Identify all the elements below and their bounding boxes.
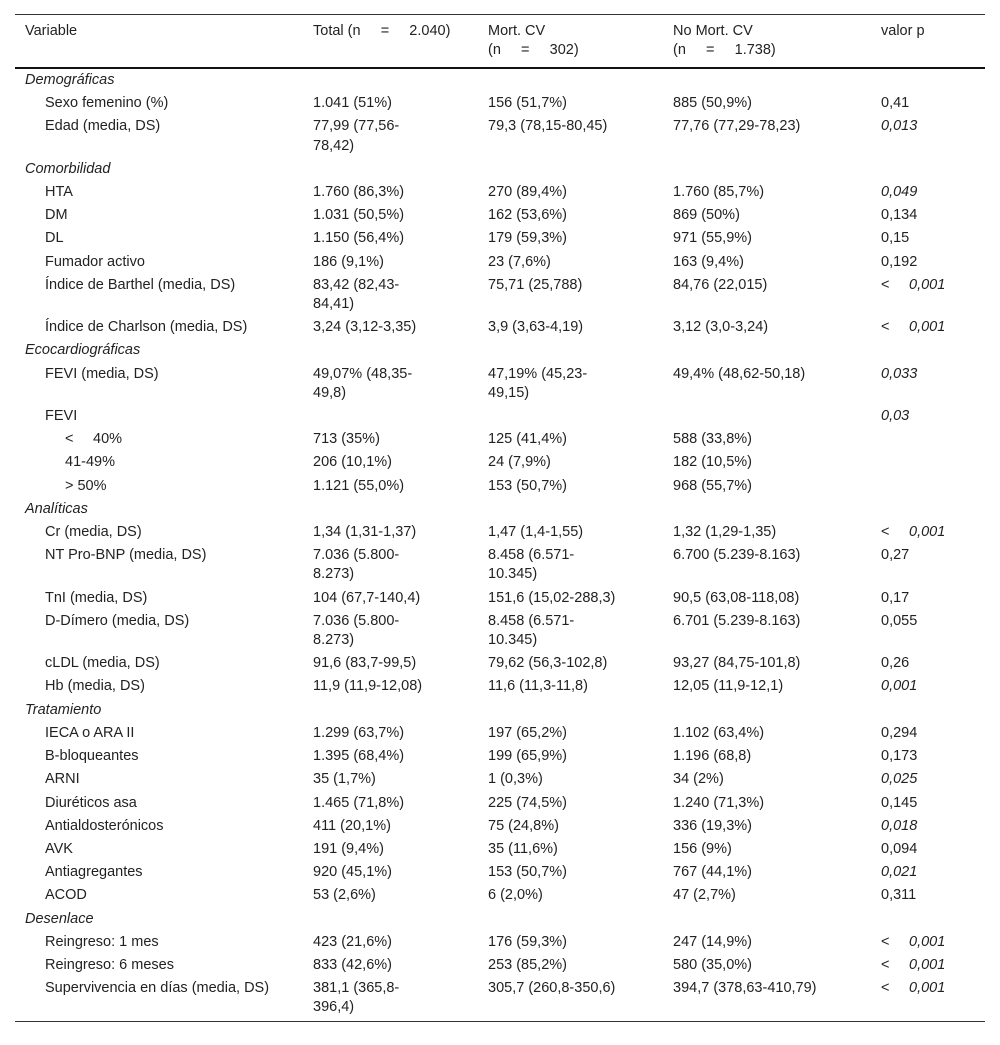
section-title: Comorbilidad <box>25 160 111 177</box>
cell-mort-cv: 35 (11,6%) <box>488 840 558 857</box>
cell-mort-cv: 47,19% (45,23-49,15) <box>488 365 588 401</box>
table-row <box>15 931 985 954</box>
row-label-text: B-bloqueantes <box>45 748 139 765</box>
cell-mort-cv: 199 (65,9%) <box>488 748 567 765</box>
row-label-text: ACOD <box>45 887 87 904</box>
row-label-text: IECA o ARA II <box>45 724 135 741</box>
row-label <box>15 316 303 339</box>
cell-p-value <box>871 815 985 838</box>
row-label <box>15 815 303 838</box>
p-value-text: 0,294 <box>881 724 918 741</box>
row-label-text: TnI (media, DS) <box>45 589 148 606</box>
row-label-text: NT Pro-BNP (media, DS) <box>45 547 207 564</box>
cell-total: 1,34 (1,31-1,37) <box>313 524 417 541</box>
table-row <box>15 977 985 1021</box>
table-row <box>15 227 985 250</box>
p-value-text: 0,001 <box>909 319 946 336</box>
p-value-text: 0,018 <box>881 817 918 834</box>
cell-no-mort-cv: 1,32 (1,29-1,35) <box>673 524 777 541</box>
p-value-text: 0,134 <box>881 207 918 224</box>
row-label-text: DL <box>45 230 64 247</box>
section-row <box>15 498 985 521</box>
cell-total: 1.150 (56,4%) <box>313 230 405 247</box>
row-label <box>15 931 303 954</box>
cell-no-mort-cv: 12,05 (11,9-12,1) <box>673 678 784 695</box>
table-row <box>15 861 985 884</box>
cell-p-value <box>871 652 985 675</box>
cell-mort-cv: 8.458 (6.571-10.345) <box>488 547 575 583</box>
row-label <box>15 227 303 250</box>
cell-mort-cv: 253 (85,2%) <box>488 956 567 973</box>
cell-p-value <box>871 227 985 250</box>
row-label <box>15 838 303 861</box>
p-value-text: 0,41 <box>881 95 910 112</box>
row-label <box>15 610 303 652</box>
row-label <box>15 115 303 157</box>
cell-mort-cv: 23 (7,6%) <box>488 253 551 270</box>
cell-no-mort-cv: 6.700 (5.239-8.163) <box>673 547 801 564</box>
cell-total: 833 (42,6%) <box>313 956 392 973</box>
cell-mort-cv: 3,9 (3,63-4,19) <box>488 319 584 336</box>
cell-p-value <box>871 587 985 610</box>
cell-p-value <box>871 251 985 274</box>
cell-p-value <box>871 181 985 204</box>
row-label-text: 41-49% <box>65 454 115 471</box>
section-title: Tratamiento <box>25 701 102 718</box>
p-value-text: 0,17 <box>881 589 910 606</box>
cell-mort-cv: 11,6 (11,3-11,8) <box>488 678 588 695</box>
cell-total: 1.121 (55,0%) <box>313 477 405 494</box>
table-header <box>15 15 985 69</box>
cell-total: 186 (9,1%) <box>313 253 384 270</box>
cell-no-mort-cv: 163 (9,4%) <box>673 253 744 270</box>
cell-no-mort-cv: 77,76 (77,29-78,23) <box>673 118 801 135</box>
row-label-text: ARNI <box>45 771 80 788</box>
cell-p-value <box>871 204 985 227</box>
cell-mort-cv: 156 (51,7%) <box>488 95 567 112</box>
table-row <box>15 451 985 474</box>
cell-total: 1.031 (50,5%) <box>313 207 405 224</box>
table-row <box>15 428 985 451</box>
p-value-text: 0,192 <box>881 253 918 270</box>
row-label <box>15 768 303 791</box>
table-row <box>15 884 985 907</box>
table-row <box>15 675 985 698</box>
cell-mort-cv: 1 (0,3%) <box>488 771 543 788</box>
p-value-text: 0,26 <box>881 655 910 672</box>
cell-p-value <box>871 428 985 451</box>
table-row <box>15 722 985 745</box>
p-value-text: 0,025 <box>881 771 918 788</box>
cell-no-mort-cv: 47 (2,7%) <box>673 887 736 904</box>
cell-p-value <box>871 405 985 428</box>
row-label-text: HTA <box>45 184 73 201</box>
cell-mort-cv: 75,71 (25,788) <box>488 276 583 293</box>
cell-mort-cv <box>478 405 663 428</box>
cell-p-value <box>871 675 985 698</box>
section-row <box>15 908 985 931</box>
cell-mort-cv: 225 (74,5%) <box>488 794 567 811</box>
table-body <box>15 68 985 1021</box>
table-row <box>15 610 985 652</box>
cell-total: 411 (20,1%) <box>313 817 391 834</box>
cell-p-value <box>871 745 985 768</box>
cell-total: 35 (1,7%) <box>313 771 376 788</box>
cell-total: 1.395 (68,4%) <box>313 748 405 765</box>
cell-total: 713 (35%) <box>313 431 380 448</box>
cell-p-value <box>871 768 985 791</box>
row-label <box>15 587 303 610</box>
row-label-text: cLDL (media, DS) <box>45 655 160 672</box>
cell-p-value <box>871 954 985 977</box>
row-label-text: Supervivencia en días (media, DS) <box>45 980 270 997</box>
cell-total: 1.465 (71,8%) <box>313 794 405 811</box>
p-value-text: 0,27 <box>881 547 910 564</box>
section-title: Desenlace <box>25 910 94 927</box>
row-label-text: AVK <box>45 840 73 857</box>
cell-no-mort-cv: 1.102 (63,4%) <box>673 724 765 741</box>
less-than-symbol: < <box>881 276 890 293</box>
less-than-symbol: < <box>881 980 890 997</box>
p-value-text: 0,001 <box>909 276 946 293</box>
row-label-text: FEVI (media, DS) <box>45 365 159 382</box>
cell-mort-cv: 305,7 (260,8-350,6) <box>478 977 663 1021</box>
row-label <box>15 722 303 745</box>
table-row <box>15 181 985 204</box>
cell-total: 53 (2,6%) <box>313 887 376 904</box>
row-label-text: Fumador activo <box>45 253 145 270</box>
row-label <box>15 475 303 498</box>
cell-p-value <box>871 92 985 115</box>
row-label <box>15 861 303 884</box>
cell-p-value <box>871 115 985 157</box>
table-row <box>15 316 985 339</box>
cell-no-mort-cv: 93,27 (84,75-101,8) <box>673 655 801 672</box>
cell-no-mort-cv <box>663 405 871 428</box>
cell-total: 7.036 (5.800-8.273) <box>313 612 400 649</box>
row-label <box>15 544 303 586</box>
cell-mort-cv: 270 (89,4%) <box>488 184 567 201</box>
cell-total: 83,42 (82,43-84,41) <box>313 276 400 313</box>
cell-p-value <box>871 861 985 884</box>
cell-no-mort-cv: 90,5 (63,08-118,08) <box>673 589 800 606</box>
p-value-text: 0,001 <box>909 980 946 997</box>
cell-total: 191 (9,4%) <box>313 840 384 857</box>
table-row <box>15 92 985 115</box>
cell-mort-cv: 24 (7,9%) <box>488 454 551 471</box>
row-label-text: Índice de Barthel (media, DS) <box>45 276 236 293</box>
row-label-text: Sexo femenino (%) <box>45 95 169 112</box>
cell-p-value <box>871 884 985 907</box>
header-variable: Variable <box>15 15 303 69</box>
less-than-symbol: < <box>881 956 890 973</box>
row-label <box>15 675 303 698</box>
cell-total: 104 (67,7-140,4) <box>313 589 421 606</box>
cell-mort-cv: 179 (59,3%) <box>488 230 567 247</box>
p-value-text: 0,03 <box>881 408 910 425</box>
cell-no-mort-cv: 885 (50,9%) <box>673 95 752 112</box>
cell-total: 920 (45,1%) <box>313 864 392 881</box>
table-row <box>15 251 985 274</box>
row-label <box>15 745 303 768</box>
p-value-text: 0,001 <box>909 933 946 950</box>
row-label-text: D-Dímero (media, DS) <box>45 612 190 629</box>
row-label <box>15 954 303 977</box>
cell-p-value <box>871 722 985 745</box>
cell-no-mort-cv: 767 (44,1%) <box>673 864 752 881</box>
table-row <box>15 475 985 498</box>
p-value-text: 0,311 <box>881 887 917 904</box>
cell-total: 206 (10,1%) <box>313 454 392 471</box>
header-total: Total (n = 2.040) <box>303 15 478 69</box>
cell-no-mort-cv: 1.760 (85,7%) <box>673 184 765 201</box>
row-label <box>15 451 303 474</box>
section-row <box>15 68 985 92</box>
section-title: Analíticas <box>25 500 88 517</box>
less-than-symbol: < <box>881 319 890 336</box>
cell-no-mort-cv: 968 (55,7%) <box>673 477 752 494</box>
row-label-text: Hb (media, DS) <box>45 678 145 695</box>
cell-no-mort-cv: 394,7 (378,63-410,79) <box>663 977 871 1021</box>
cell-total: 1.041 (51%) <box>313 95 392 112</box>
cell-no-mort-cv: 869 (50%) <box>673 207 740 224</box>
cell-no-mort-cv: 182 (10,5%) <box>673 454 752 471</box>
row-label-text: > 50% <box>65 477 107 494</box>
p-value-text: 0,033 <box>881 365 918 382</box>
cell-total: 1.760 (86,3%) <box>313 184 405 201</box>
row-label <box>15 977 303 1021</box>
table-row <box>15 405 985 428</box>
row-label-text: Índice de Charlson (media, DS) <box>45 319 248 336</box>
row-label-text: 40% <box>93 431 123 448</box>
cell-total: 1.299 (63,7%) <box>313 724 405 741</box>
cell-no-mort-cv: 34 (2%) <box>673 771 724 788</box>
cell-total: 3,24 (3,12-3,35) <box>313 319 417 336</box>
row-label <box>15 251 303 274</box>
cell-no-mort-cv: 971 (55,9%) <box>673 230 752 247</box>
cell-mort-cv: 6 (2,0%) <box>488 887 543 904</box>
cell-total: 77,99 (77,56-78,42) <box>313 118 400 154</box>
table-row <box>15 652 985 675</box>
row-label <box>15 521 303 544</box>
section-title: Ecocardiográficas <box>25 342 141 359</box>
p-value-text: 0,15 <box>881 230 910 247</box>
cell-mort-cv: 153 (50,7%) <box>488 864 567 881</box>
row-label-text: Antiagregantes <box>45 864 143 881</box>
cell-no-mort-cv: 336 (19,3%) <box>673 817 752 834</box>
cell-mort-cv: 176 (59,3%) <box>488 933 567 950</box>
section-row <box>15 158 985 181</box>
cell-total: 49,07% (48,35-49,8) <box>313 365 413 401</box>
row-label <box>15 363 303 405</box>
less-than-symbol: < <box>65 431 74 448</box>
cell-mort-cv: 125 (41,4%) <box>488 431 567 448</box>
cell-p-value <box>871 931 985 954</box>
cell-no-mort-cv: 580 (35,0%) <box>673 956 752 973</box>
p-value-text: 0,001 <box>909 524 946 541</box>
cell-p-value <box>871 544 985 586</box>
cell-p-value <box>871 838 985 861</box>
p-value-text: 0,145 <box>881 794 918 811</box>
p-value-text: 0,055 <box>881 612 918 629</box>
row-label <box>15 792 303 815</box>
cell-no-mort-cv: 84,76 (22,015) <box>673 276 768 293</box>
cell-no-mort-cv: 3,12 (3,0-3,24) <box>673 319 769 336</box>
row-label <box>15 181 303 204</box>
header-mort-cv: Mort. CV (n = 302) <box>478 15 663 69</box>
cell-no-mort-cv: 1.240 (71,3%) <box>673 794 765 811</box>
cell-no-mort-cv: 49,4% (48,62-50,18) <box>673 365 806 382</box>
p-value-text: 0,049 <box>881 184 918 201</box>
table-row <box>15 745 985 768</box>
cell-no-mort-cv: 6.701 (5.239-8.163) <box>673 612 801 629</box>
table-row <box>15 274 985 316</box>
cell-total <box>303 405 478 428</box>
header-no-mort-cv: No Mort. CV (n = 1.738) <box>663 15 871 69</box>
table-row <box>15 838 985 861</box>
row-label <box>15 652 303 675</box>
table-row <box>15 521 985 544</box>
p-value-text: 0,021 <box>881 864 918 881</box>
cell-mort-cv: 151,6 (15,02-288,3) <box>488 589 616 606</box>
less-than-symbol: < <box>881 524 890 541</box>
cell-mort-cv: 197 (65,2%) <box>488 724 567 741</box>
cell-no-mort-cv: 1.196 (68,8) <box>673 748 752 765</box>
row-label <box>15 92 303 115</box>
row-label <box>15 428 303 451</box>
cell-mort-cv: 1,47 (1,4-1,55) <box>488 524 584 541</box>
cell-no-mort-cv: 156 (9%) <box>673 840 732 857</box>
p-value-text: 0,013 <box>881 118 918 135</box>
cell-p-value <box>871 363 985 405</box>
cell-mort-cv: 162 (53,6%) <box>488 207 567 224</box>
cell-p-value <box>871 521 985 544</box>
row-label-text: Antialdosterónicos <box>45 817 164 834</box>
cell-no-mort-cv: 247 (14,9%) <box>673 933 752 950</box>
header-p-value: valor p <box>871 15 985 69</box>
table-row <box>15 204 985 227</box>
cell-total: 381,1 (365,8-396,4) <box>303 977 478 1021</box>
p-value-text: 0,173 <box>881 748 918 765</box>
cell-total: 7.036 (5.800-8.273) <box>313 547 400 583</box>
cell-total: 91,6 (83,7-99,5) <box>313 655 417 672</box>
cell-p-value <box>871 274 985 316</box>
section-row <box>15 339 985 362</box>
table-row <box>15 954 985 977</box>
cell-p-value <box>871 475 985 498</box>
cell-mort-cv: 79,3 (78,15-80,45) <box>488 118 608 135</box>
cell-p-value <box>871 451 985 474</box>
row-label <box>15 274 303 316</box>
row-label-text: Edad (media, DS) <box>45 118 161 135</box>
table-row <box>15 587 985 610</box>
row-label-text: FEVI <box>45 408 78 425</box>
cell-p-value <box>871 316 985 339</box>
section-row <box>15 699 985 722</box>
table-row <box>15 544 985 586</box>
cell-mort-cv: 8.458 (6.571-10.345) <box>488 612 575 649</box>
row-label-text: Cr (media, DS) <box>45 524 142 541</box>
cell-p-value <box>871 977 985 1021</box>
row-label-text: Reingreso: 1 mes <box>45 933 159 950</box>
row-label-text: Reingreso: 6 meses <box>45 956 174 973</box>
cell-mort-cv: 79,62 (56,3-102,8) <box>488 655 608 672</box>
cell-p-value <box>871 610 985 652</box>
cell-p-value <box>871 792 985 815</box>
cell-mort-cv: 75 (24,8%) <box>488 817 559 834</box>
less-than-symbol: < <box>881 933 890 950</box>
cell-mort-cv: 153 (50,7%) <box>488 477 567 494</box>
p-value-text: 0,094 <box>881 840 918 857</box>
p-value-text: 0,001 <box>909 956 946 973</box>
cell-no-mort-cv: 588 (33,8%) <box>673 431 752 448</box>
data-table <box>15 14 985 1022</box>
row-label-text: DM <box>45 207 68 224</box>
table-row <box>15 792 985 815</box>
row-label-text: Diuréticos asa <box>45 794 137 811</box>
table-row <box>15 115 985 157</box>
p-value-text: 0,001 <box>881 678 918 695</box>
row-label <box>15 204 303 227</box>
table-row <box>15 363 985 405</box>
cell-total: 423 (21,6%) <box>313 933 392 950</box>
row-label <box>15 884 303 907</box>
row-label <box>15 405 303 428</box>
section-title: Demográficas <box>25 72 115 88</box>
cell-total: 11,9 (11,9-12,08) <box>313 678 423 695</box>
table-row <box>15 768 985 791</box>
table-row <box>15 815 985 838</box>
